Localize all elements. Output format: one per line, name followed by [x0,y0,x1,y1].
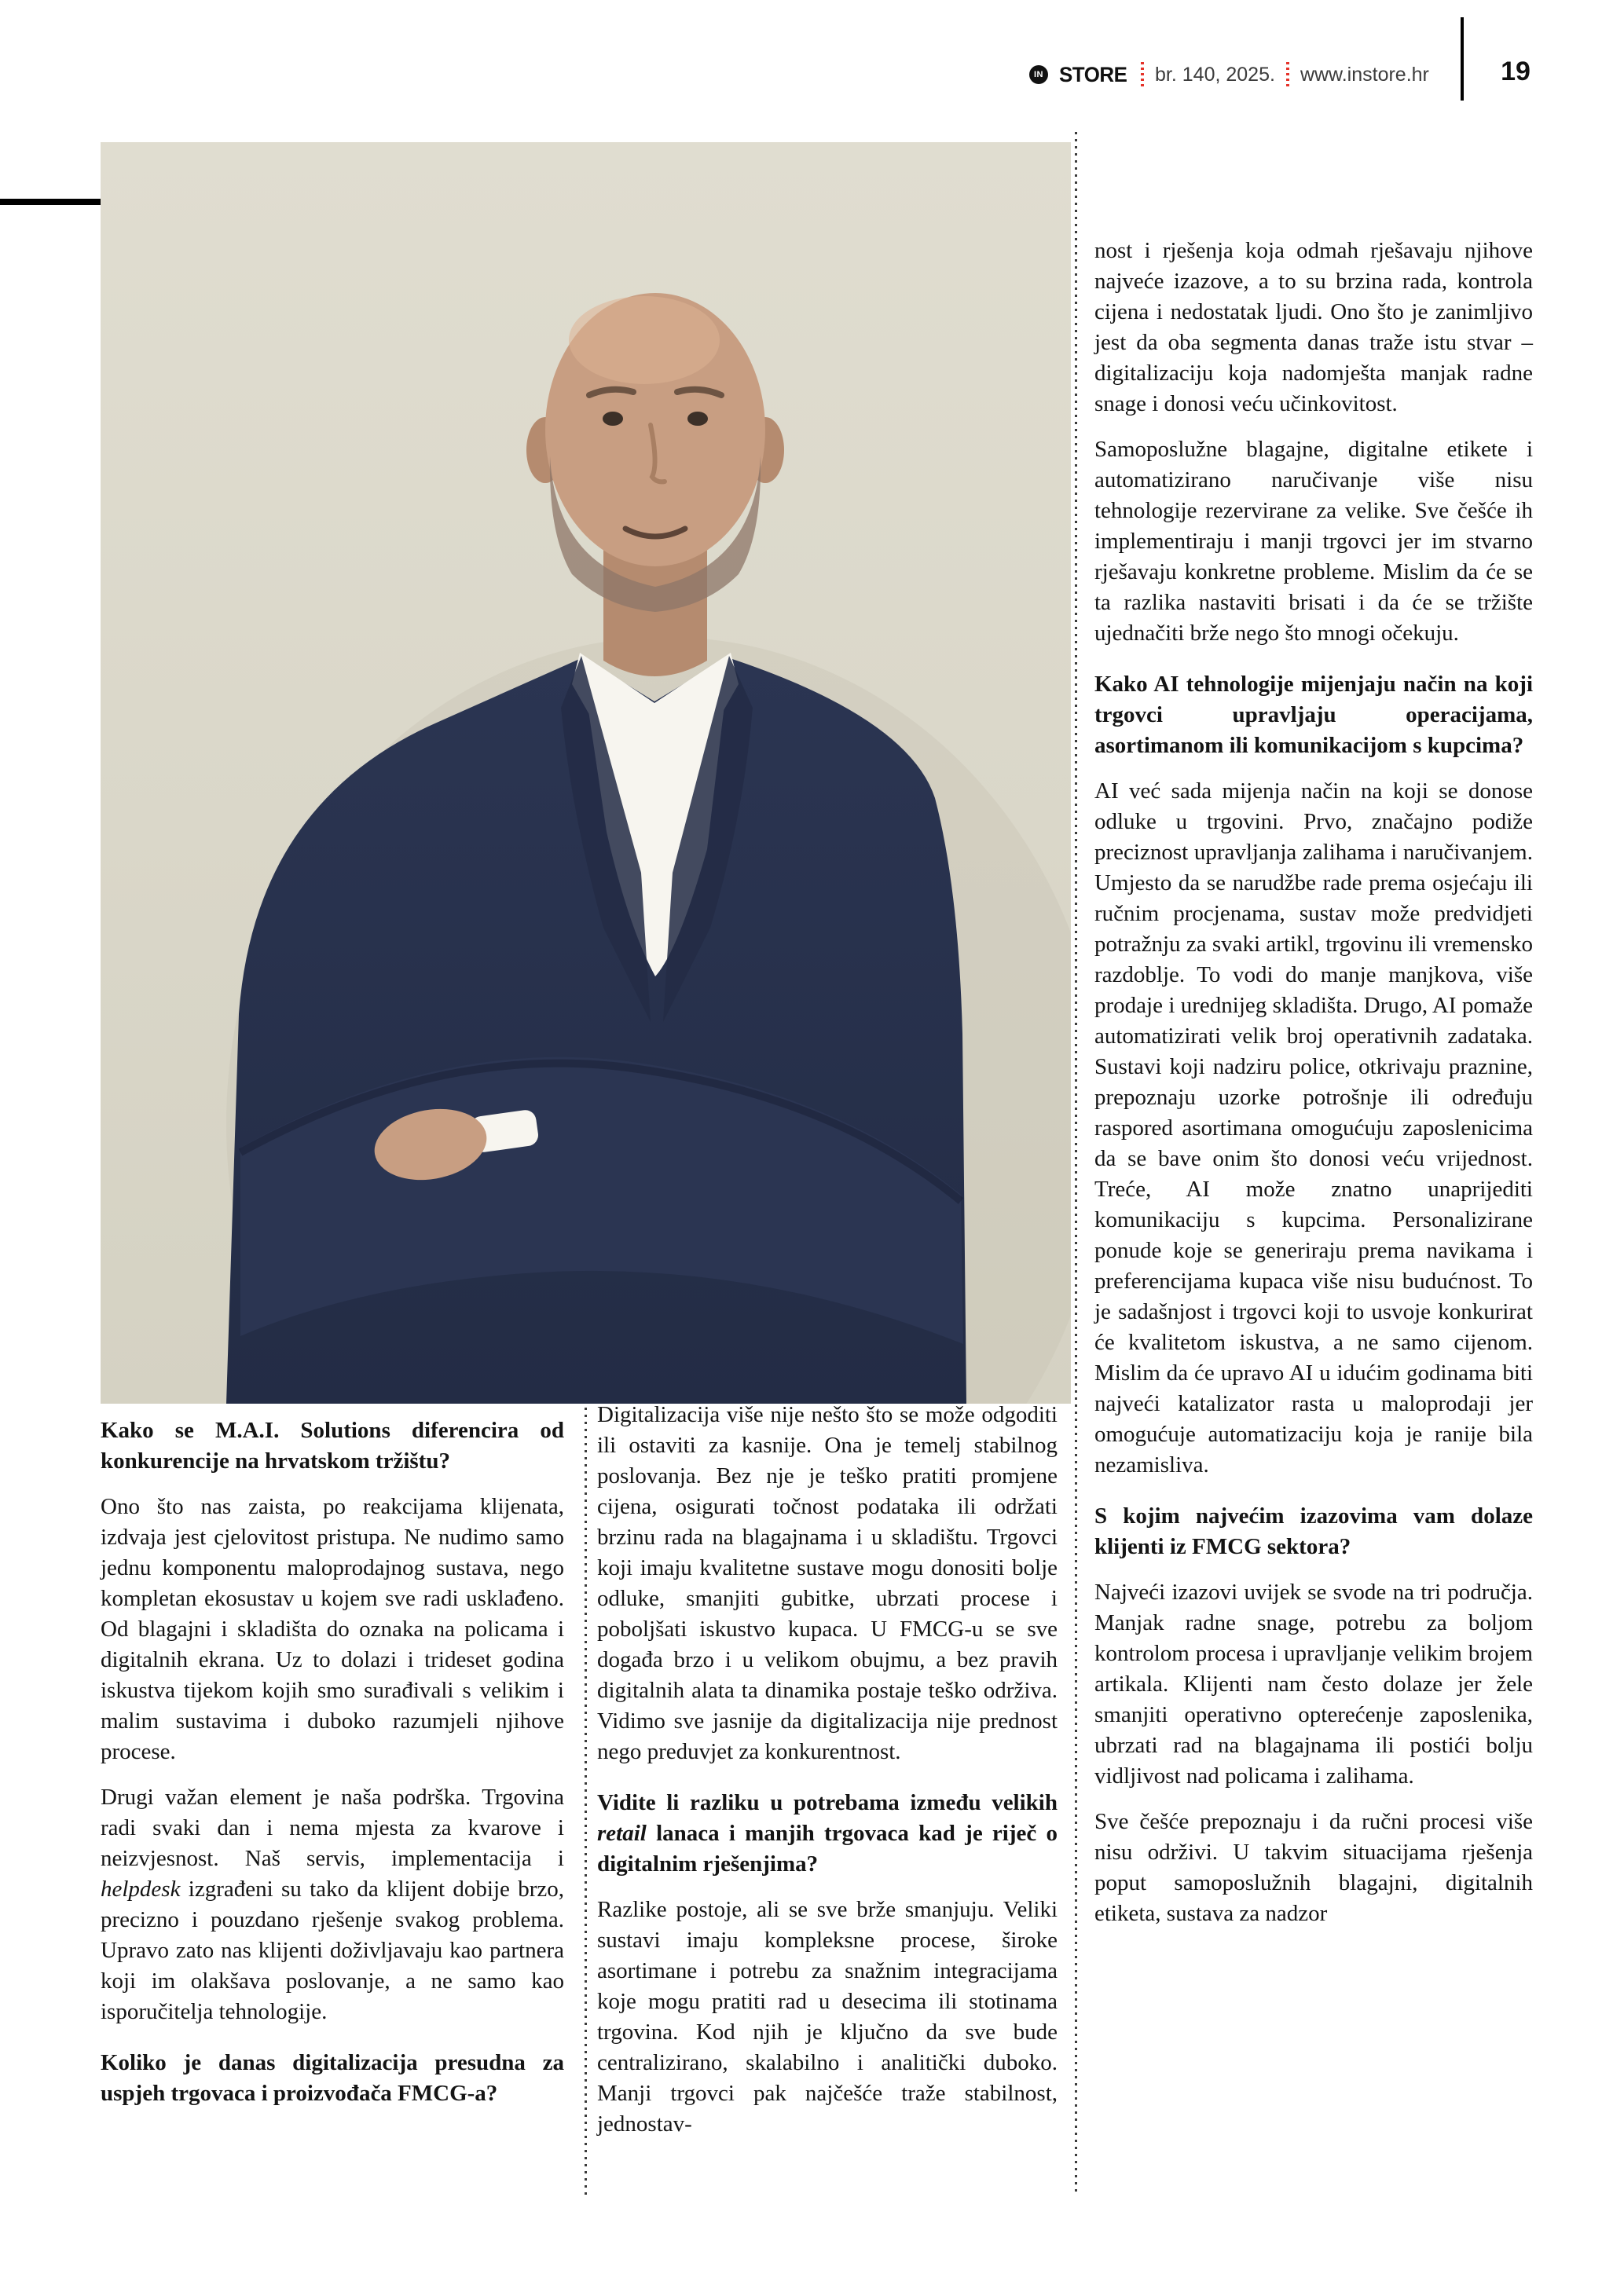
header-dotted-divider [1286,62,1289,87]
issue-number: br. 140, 2025. [1155,63,1275,86]
text-run: Drugi važan element je naša podrška. Trgovina radi svaki dan i nema mjesta za kvarove i neizvjesnost. Naš servis, implementacija i [101,1785,564,1871]
portrait-photo [101,142,1071,1404]
text-run: Samoposlužne blagajne, digitalne etikete i automatizirano naručivanje više nisu tehnologije rezervirane za velike. Sve češće ih implementiraju i manji trgovci jer im stvarno rješavaju konkretne probleme. Mislim da će se ta razlika nastaviti brisati i da će se tržište ujednačiti brže nego što mnogi očekuju. [1094,437,1533,646]
article-column-3 [1094,236,1533,1944]
article-column-1 [101,1415,564,2124]
text-run: Razlike postoje, ali se sve brže smanjuju. Veliki sustavi imaju kompleksne procese, široke asortimane i potrebu za snažnim integracijama koje mogu pratiti rad u desecima ili stotinama trgovina. Kod njih je ključno da sve bude centralizirano, skalabilno i analitički duboko. Manji trgovci pak najčešće traže stabilnost, jednostav- [597,1897,1058,2137]
article-column-2 [597,1400,1058,2155]
interview-answer [597,1400,1058,1767]
text-run: Digitalizacija više nije nešto što se može odgoditi ili ostaviti za kasnije. Ona je temelj stabilnog poslovanja. Bez nje je teško pratiti promjene cijena, osigurati točnost podataka ili održati brzinu rada na blagajnama i u skladištu. Trgovci koji imaju kvalitetne sustave mogu donositi bolje odluke, smanjiti gubitke, ubrzati procese i poboljšati iskustvo kupaca. U FMCG-u se sve događa brzo i u velikom obujmu, a bez pravih digitalnih alata ta dinamika postaje teško održiva. Vidimo sve jasnije da digitalizacija nije prednost nego preduvjet za konkurentnost. [597,1402,1058,1764]
text-run: Sve češće prepoznaju i da ručni procesi više nisu održivi. U takvim situacijama rješenja poput samoposlužnih blagajni, digitalnih etiketa, sustava za nadzor [1094,1809,1533,1926]
text-run: Koliko je danas digitalizacija presudna za uspjeh trgovaca i proizvođača FMCG-a? [101,2050,564,2106]
text-run: Ono što nas zaista, po reakcijama klijenata, izdvaja jest cjelovitost pristupa. Ne nudimo samo jednu komponentu maloprodajnog sustava, nego kompletan ekosustav u kojem sve radi usklađeno. Od blagajni i skladišta do oznaka na policama i digitalnih ekrana. Uz to dolazi i trideset godina iskustva tijekom kojih smo surađivali s velikim i malim sustavima i duboko razumjeli njihove procese. [101,1494,564,1764]
text-run: S kojim najvećim izazovima vam dolaze klijenti iz FMCG sektora? [1094,1503,1533,1559]
interview-question [597,1788,1058,1880]
instore-logo-icon: IN [1029,65,1048,84]
header-dotted-divider [1141,62,1144,87]
text-run: izgrađeni su tako da klijent dobije brzo, precizno i pouzdano rješenje svakog problema. Upravo zato nas klijenti doživljavaju kao partnera koji im olakšava poslovanje, a ne samo kao isporučitelja tehnologije. [101,1877,564,2024]
interview-answer [101,1782,564,2027]
interview-answer [597,1895,1058,2140]
text-run: nost i rješenja koja odmah rješavaju njihove najveće izazove, a to su brzina rada, kontrola cijena i nedostatak ljudi. Ono što je zanimljivo jest da oba segmenta danas traže istu stvar – digitalizaciju koja nadomješta manjak radne snage i donosi veću učinkovitost. [1094,238,1533,416]
interview-question [101,1415,564,1477]
interview-question [101,2048,564,2109]
text-run: Vidite li razliku u potrebama između velikih [597,1790,1058,1815]
interview-answer [101,1492,564,1767]
website-url: www.instore.hr [1300,63,1429,86]
column-divider [585,1408,587,2196]
magazine-logo: STORE [1059,62,1127,86]
text-run: helpdesk [101,1877,181,1902]
interview-answer [1094,1807,1533,1929]
text-run: Najveći izazovi uvijek se svode na tri područja. Manjak radne snage, potrebu za boljom kontrolom procesa i upravljanje velikim brojem artikala. Klijenti nam često dolaze jer žele smanjiti operativno opterećenje zaposlenika, ubrzati rad na blagajnama ili postići bolju vidljivost nad policama i zalihama. [1094,1580,1533,1789]
interview-answer [1094,434,1533,649]
interview-question [1094,1501,1533,1562]
page-number: 19 [1501,57,1531,86]
text-run: retail [597,1821,647,1846]
interview-question [1094,669,1533,761]
column-divider [1075,132,1077,2196]
accent-bar [0,199,101,205]
text-run: lanaca i manjih trgovaca kad je riječ o digitalnim rješenjima? [597,1821,1058,1877]
text-run: Kako se M.A.I. Solutions diferencira od konkurencije na hrvatskom tržištu? [101,1418,564,1474]
interview-answer [1094,236,1533,419]
interview-answer [1094,776,1533,1481]
interview-answer [1094,1577,1533,1792]
portrait-illustration [101,142,1071,1404]
text-run: AI već sada mijenja način na koji se donose odluke u trgovini. Prvo, značajno podiže preciznost upravljanja zalihama i naručivanjem. Umjesto da se narudžbe rade prema osjećaju ili ručnim procjenama, sustav može predvidjeti potražnju za svaki artikl, trgovinu ili vremensko razdoblje. To vodi do manje manjkova, više prodaje i urednijeg skladišta. Drugo, AI pomaže automatizirati velik broj operativnih zadataka. Sustavi koji nadziru police, otkrivaju praznine, prepoznaju uzorke potrošnje ili određuju raspored asortimana omogućuju zaposlenicima da se bave onim što donosi veću vrijednost. Treće, AI može znatno unaprijediti komunikaciju s kupcima. Personalizirane ponude koje se generiraju prema navikama i preferencijama kupaca više nisu budućnost. To je sadašnjost i trgovci koji to usvoje konkurirat će kvalitetom iskustva, a ne samo cijenom. Mislim da će upravo AI u idućim godinama biti najveći katalizator rasta u maloprodaji jer omogućuje automatizaciju koja je ranije bila nezamisliva. [1094,778,1533,1478]
header-rule [1461,17,1464,101]
text-run: Kako AI tehnologije mijenjaju način na koji trgovci upravljaju operacijama, asortimanom ili komunikacijom s kupcima? [1094,672,1533,758]
page-header [1029,61,1429,88]
